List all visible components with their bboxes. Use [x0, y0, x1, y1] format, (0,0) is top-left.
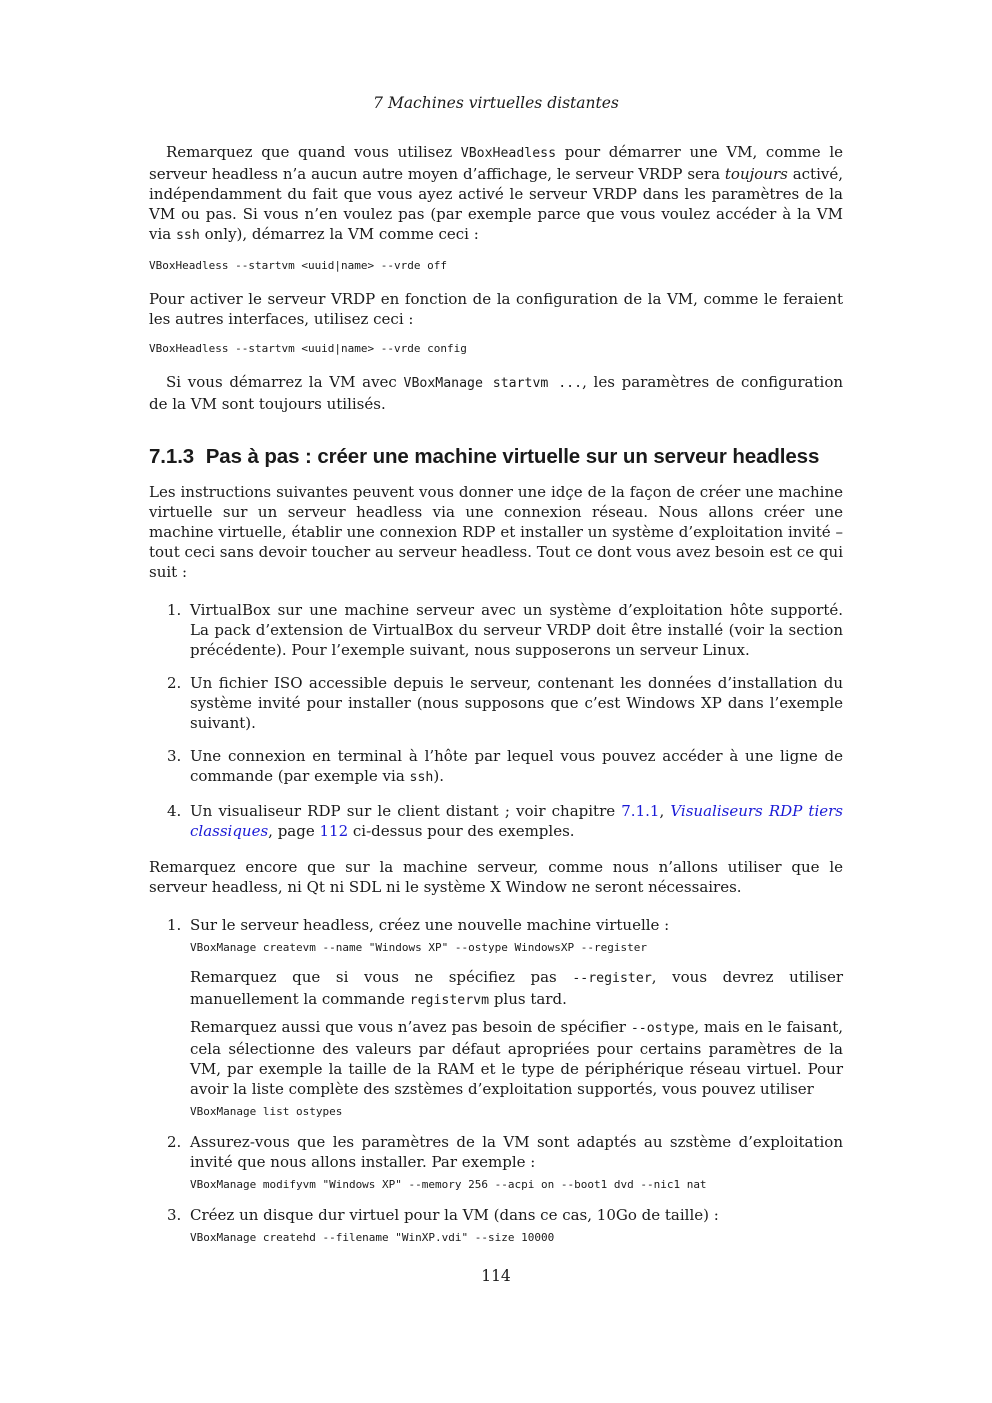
section-number: 7.1.3	[149, 445, 195, 468]
item-number: 2.	[167, 1133, 182, 1151]
steps-list	[149, 915, 843, 1245]
paragraph: Pour activer le serveur VRDP en fonction de la configuration de la VM, comme le feraient les autres interfaces, utilisez ceci :	[149, 290, 843, 328]
item-number: 1.	[167, 601, 182, 619]
running-head: 7 Machines virtuelles distantes	[373, 94, 619, 112]
list-item	[149, 746, 843, 788]
step-item	[149, 1205, 843, 1245]
inline-code: ssh	[175, 228, 200, 243]
paragraph	[149, 142, 843, 246]
item-text: Un visualiseur RDP sur le client distant ; voir chapitre	[190, 802, 622, 820]
text: , mais en le faisant, cela sélectionne des valeurs par défaut apropriées pour certains paramètres de la VM, par exemple la taille de la RAM et le type de périphérique réseau virtuel. Pour avoir la liste complète des szstèmes d’exploitation supportés, vous pouvez utiliser	[190, 1018, 844, 1098]
code-block: VBoxManage createhd --filename "WinXP.vdi" --size 10000	[190, 1231, 555, 1244]
text: , les paramètres de configuration de la VM sont toujours utilisés.	[149, 373, 844, 413]
item-text: , page	[268, 822, 320, 840]
text: pour démarrer une VM, comme le serveur headless n’a aucun autre moyen d’affichage, le serveur VRDP sera	[149, 143, 843, 183]
code-block: VBoxHeadless --startvm <uuid|name> --vrde off	[149, 259, 448, 272]
text: , vous devrez utiliser manuellement la commande	[190, 968, 843, 1008]
item-text: ).	[433, 767, 444, 785]
item-text: Un fichier ISO accessible depuis le serveur, contenant les données d’installation du système invité pour installer (nous supposons que c’est Windows XP dans l’exemple suivant).	[190, 674, 843, 732]
item-number: 3.	[167, 747, 182, 765]
text: Remarquez que si vous ne spécifiez pas	[190, 968, 573, 986]
inline-code: --ostype	[630, 1021, 695, 1036]
item-number: 1.	[167, 916, 182, 934]
step-text: Sur le serveur headless, créez une nouvelle machine virtuelle :	[190, 916, 670, 934]
paragraph: Les instructions suivantes peuvent vous donner une idçe de la façon de créer une machine virtuelle sur un serveur headless via une connexion réseau. Nous allons créer une machine virtuelle, établir une connexion RDP et installer un système d’exploitation invité – tout ceci sans devoir toucher au serveur headless. Tout ce dont vous avez besoin est ce qui suit :	[149, 483, 843, 581]
text: Remarquez aussi que vous n’avez pas besoin de spécifier	[190, 1018, 631, 1036]
code-block: VBoxManage createvm --name "Windows XP" --ostype WindowsXP --register	[190, 941, 647, 954]
code-block: VBoxManage list ostypes	[190, 1105, 343, 1118]
text: Remarquez que quand vous utilisez	[166, 143, 461, 161]
step-note	[190, 1017, 843, 1099]
item-number: 4.	[167, 802, 182, 820]
code-block: VBoxHeadless --startvm <uuid|name> --vrde config	[149, 342, 467, 355]
item-number: 2.	[167, 674, 182, 692]
code-block: VBoxManage modifyvm "Windows XP" --memory 256 --acpi on --boot1 dvd --nic1 nat	[190, 1178, 707, 1191]
step-item	[149, 1132, 843, 1192]
item-text: ci-dessus pour des exemples.	[348, 822, 575, 840]
section-title: Pas à pas : créer une machine virtuelle sur un serveur headless	[205, 445, 820, 468]
paragraph: Remarquez encore que sur la machine serveur, comme nous n’allons utiliser que le serveur headless, ni Qt ni SDL ni le système X Window ne seront nécessaires.	[149, 858, 843, 896]
step-item	[149, 915, 843, 1119]
inline-code: ssh	[409, 770, 434, 785]
item-number: 3.	[167, 1206, 182, 1224]
inline-code: VBoxHeadless	[460, 146, 557, 161]
item-text: ,	[659, 802, 671, 820]
page-link[interactable]: 112	[319, 822, 349, 840]
section-link[interactable]: 7.1.1	[621, 802, 660, 820]
step-note	[190, 967, 843, 1011]
inline-code: registervm	[409, 993, 490, 1008]
section-title-link[interactable]: Visualiseurs RDP tiers classiques	[190, 802, 843, 840]
text: Si vous démarrez la VM avec	[166, 373, 404, 391]
text: activé, indépendamment du fait que vous ayez activé le serveur VRDP dans les paramètres de la VM ou pas. Si vous n’en voulez pas (par exemple parce que vous voulez accéder à la VM via	[149, 165, 843, 243]
item-text: VirtualBox sur une machine serveur avec un système d’exploitation hôte supporté. La pack d’extension de VirtualBox du serveur VRDP doit être installé (voir la section précédente). Pour l’exemple suivant, nous supposerons un serveur Linux.	[190, 601, 843, 659]
inline-code: VBoxManage startvm ...	[403, 376, 583, 391]
page-content	[149, 142, 843, 1261]
step-text: Créez un disque dur virtuel pour la VM (dans ce cas, 10Go de taille) :	[190, 1206, 719, 1224]
step-text: Assurez-vous que les paramètres de la VM sont adaptés au szstème d’exploitation invité que nous allons installer. Par exemple :	[190, 1133, 843, 1171]
emphasis: toujours	[724, 165, 788, 183]
list-item	[149, 600, 843, 660]
paragraph	[149, 372, 843, 414]
list-item	[149, 801, 843, 841]
list-item	[149, 673, 843, 733]
text: plus tard.	[489, 990, 567, 1008]
item-text: Une connexion en terminal à l’hôte par lequel vous pouvez accéder à une ligne de commande (par exemple via	[190, 747, 843, 785]
section-heading	[149, 444, 843, 470]
inline-code: --register	[572, 971, 652, 986]
text: only), démarrez la VM comme ceci :	[199, 225, 479, 243]
requirements-list	[149, 600, 843, 841]
page-number: 114	[481, 1267, 511, 1285]
